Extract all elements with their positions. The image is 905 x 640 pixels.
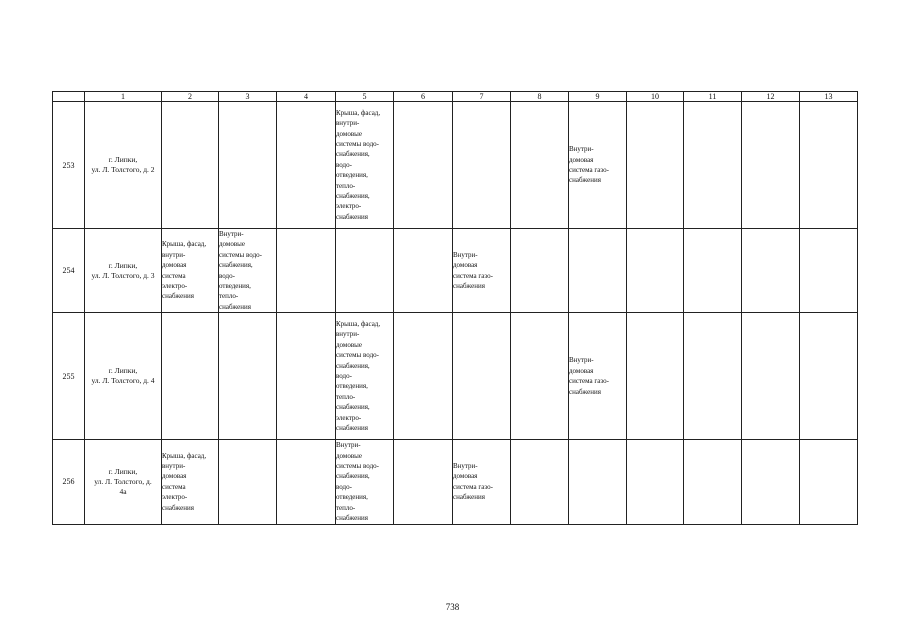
work-cell-col-12 [742,440,800,524]
work-cell-col-3 [219,229,277,313]
work-line: внутри- [162,462,186,471]
work-line: снабжения, [336,192,370,201]
work-line: Крыша, фасад, [336,320,381,329]
column-header: 2 [162,92,219,102]
work-cell-col-13 [800,102,858,229]
address-cell [85,102,162,229]
column-header: 11 [684,92,742,102]
address-line: ул. Л. Толстого, д. 3 [91,270,155,280]
work-cell-col-7 [453,102,511,229]
work-cell-col-6 [394,102,453,229]
work-line: Внутри- [453,250,478,259]
table-row [53,102,858,229]
work-line: домовая [162,472,187,481]
table-row [53,313,858,440]
work-cell-col-4 [277,102,336,229]
work-cell-col-6 [394,440,453,524]
work-line: домовые [219,240,245,249]
table-row [53,440,858,524]
work-line: водо- [336,160,352,169]
column-header: 7 [453,92,511,102]
work-line: снабжения [162,292,194,301]
work-line: внутри- [336,330,360,339]
work-cell-col-12 [742,229,800,313]
work-line: домовая [569,366,594,375]
work-line: отведения, [336,171,368,180]
address-cell [85,313,162,440]
work-line: снабжения, [336,361,370,370]
work-line: отведения, [219,282,251,291]
column-header: 13 [800,92,858,102]
work-line: снабжения, [336,403,370,412]
work-cell-col-10 [627,313,684,440]
address-line: г. Липки, [108,260,138,270]
work-cell-col-2 [162,229,219,313]
work-line: домовые [336,340,362,349]
work-cell-col-2 [162,440,219,524]
work-line: снабжения [569,387,601,396]
row-number: 253 [53,102,85,229]
work-line: Крыша, фасад, [336,108,381,117]
row-number: 255 [53,313,85,440]
work-line: домовая [453,472,478,481]
work-cell-col-10 [627,102,684,229]
work-line: водо- [336,372,352,381]
work-line: отведения, [336,493,368,502]
work-line: снабжения [336,424,368,433]
work-line: снабжения [162,503,194,512]
work-cell-col-6 [394,313,453,440]
work-cell-col-7 [453,313,511,440]
work-line: система газо- [453,482,493,491]
work-cell-col-11 [684,102,742,229]
work-line: Внутри- [219,230,244,238]
page-number: 738 [445,602,460,612]
work-line: Крыша, фасад, [162,451,207,460]
work-line: снабжения [336,514,368,523]
work-line: снабжения [219,302,251,311]
work-line: снабжения, [219,261,253,270]
column-header: 6 [394,92,453,102]
work-line: электро- [162,282,188,291]
address-line: г. Липки, [108,366,138,376]
work-cell-col-2 [162,102,219,229]
work-cell-col-5 [336,440,394,524]
column-header: 10 [627,92,684,102]
work-line: домовые [336,451,362,460]
work-cell-col-10 [627,229,684,313]
work-cell-col-9 [569,440,627,524]
work-cell-col-5 [336,102,394,229]
row-number: 254 [53,229,85,313]
work-cell-col-13 [800,313,858,440]
column-header: 12 [742,92,800,102]
work-line: домовая [569,155,594,164]
work-cell-col-9 [569,229,627,313]
table-row [53,229,858,313]
work-cell-col-4 [277,229,336,313]
work-cell-col-8 [511,440,569,524]
work-line: системы водо- [336,139,379,148]
work-cell-col-11 [684,229,742,313]
work-cell-col-11 [684,440,742,524]
work-cell-col-8 [511,229,569,313]
work-line: система [162,482,186,491]
work-line: Внутри- [569,356,594,365]
work-cell-col-3 [219,313,277,440]
work-cell-col-13 [800,229,858,313]
work-line: отведения, [336,382,368,391]
column-number-row [53,92,858,102]
work-cell-col-9 [569,313,627,440]
address-line: г. Липки, [108,155,138,164]
work-line: водо- [219,271,235,280]
work-line: электро- [336,202,362,211]
work-line: водо- [336,482,352,491]
work-line: домовая [162,261,187,270]
work-line: Крыша, фасад, [162,240,207,249]
work-line: системы водо- [336,351,379,360]
work-line: Внутри- [569,145,594,154]
work-cell-col-8 [511,102,569,229]
column-header: 9 [569,92,627,102]
address-line: г. Липки, [108,466,138,476]
work-cell-col-2 [162,313,219,440]
work-cell-col-4 [277,313,336,440]
work-line: системы водо- [336,462,379,471]
work-line: Внутри- [453,462,478,471]
work-cell-col-11 [684,313,742,440]
work-cell-col-12 [742,102,800,229]
address-line: ул. Л. Толстого, д. 2 [91,165,155,174]
row-number: 256 [53,440,85,524]
work-cell-col-5 [336,313,394,440]
work-line: домовые [336,129,362,138]
column-header: 1 [85,92,162,102]
work-cell-col-7 [453,440,511,524]
work-line: системы водо- [219,250,262,259]
work-cell-col-10 [627,440,684,524]
work-line: система газо- [453,271,493,280]
address-line: 4а [119,486,127,496]
address-cell [85,440,162,524]
work-line: снабжения, [336,150,370,159]
work-line: снабжения [453,493,485,502]
work-cell-col-8 [511,313,569,440]
address-line: ул. Л. Толстого, д. 4 [91,376,155,386]
work-line: тепло- [336,503,356,512]
work-line: тепло- [219,292,239,301]
work-line: снабжения [336,212,368,221]
work-line: тепло- [336,181,356,190]
work-cell-col-9 [569,102,627,229]
work-line: внутри- [336,119,360,128]
work-cell-col-13 [800,440,858,524]
address-cell [85,229,162,313]
work-cell-col-3 [219,102,277,229]
work-line: система газо- [569,377,609,386]
column-header: 8 [511,92,569,102]
work-line: электро- [336,413,362,422]
works-table [52,91,858,525]
column-header [53,92,85,102]
work-line: снабжения [569,176,601,185]
work-line: снабжения, [336,472,370,481]
work-line: система [162,271,186,280]
work-cell-col-4 [277,440,336,524]
work-line: электро- [162,493,188,502]
column-header: 5 [336,92,394,102]
work-line: снабжения [453,282,485,291]
work-cell-col-7 [453,229,511,313]
column-header: 4 [277,92,336,102]
work-line: внутри- [162,250,186,259]
work-line: система газо- [569,166,609,174]
work-line: Внутри- [336,441,361,450]
address-line: ул. Л. Толстого, д. [94,476,152,486]
work-cell-col-12 [742,313,800,440]
work-cell-col-5 [336,229,394,313]
work-cell-col-6 [394,229,453,313]
work-line: тепло- [336,392,356,401]
work-cell-col-3 [219,440,277,524]
column-header: 3 [219,92,277,102]
work-line: домовая [453,261,478,270]
